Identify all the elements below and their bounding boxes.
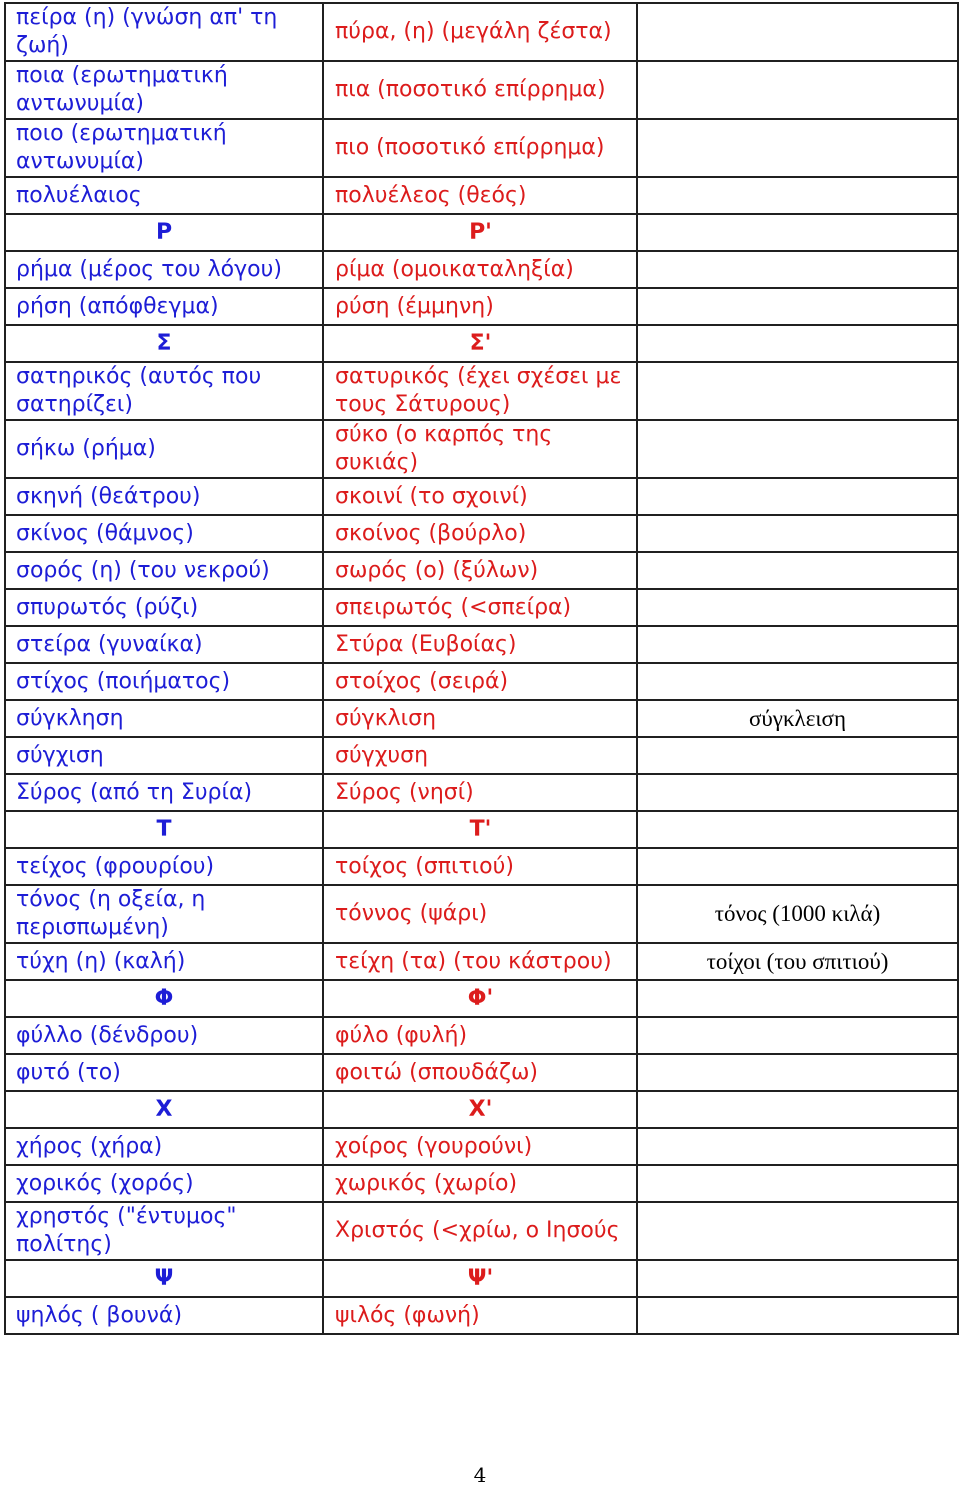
extra-homophone-cell [637, 214, 958, 251]
letter-heading-prime: Σ' [323, 325, 637, 362]
extra-homophone-cell [637, 1054, 958, 1091]
extra-homophone-cell [637, 811, 958, 848]
table-row [5, 3, 958, 61]
letter-row [5, 1091, 958, 1128]
word-cell: σύγχιση [5, 737, 323, 774]
homophone-cell: ψιλός (φωνή) [323, 1297, 637, 1334]
word-cell: Σύρος (από τη Συρία) [5, 774, 323, 811]
extra-homophone-cell [637, 774, 958, 811]
homophone-cell: σατυρικός (έχει σχέσει με τους Σάτυρους) [323, 362, 637, 420]
word-cell: χρηστός ("έντυμος" πολίτης) [5, 1202, 323, 1260]
extra-homophone-cell [637, 61, 958, 119]
table-row [5, 288, 958, 325]
letter-heading: Χ [5, 1091, 323, 1128]
extra-homophone-cell [637, 515, 958, 552]
word-cell: σκίνος (θάμνος) [5, 515, 323, 552]
extra-homophone-cell [637, 589, 958, 626]
word-cell: σκηνή (θεάτρου) [5, 478, 323, 515]
homophone-cell: Χριστός (<χρίω, ο Ιησούς [323, 1202, 637, 1260]
word-cell: σήκω (ρήμα) [5, 420, 323, 478]
table-row [5, 362, 958, 420]
homophone-cell: χοίρος (γουρούνι) [323, 1128, 637, 1165]
word-cell: φυτό (το) [5, 1054, 323, 1091]
table-row [5, 119, 958, 177]
word-cell: πείρα (η) (γνώση απ' τη ζωή) [5, 3, 323, 61]
word-cell: σατηρικός (αυτός που σατηρίζει) [5, 362, 323, 420]
word-cell: ρήση (απόφθεγμα) [5, 288, 323, 325]
homophone-cell: σκοίνος (βούρλο) [323, 515, 637, 552]
table-row [5, 1128, 958, 1165]
extra-homophone-cell [637, 251, 958, 288]
table-row [5, 1202, 958, 1260]
homophone-cell: πιο (ποσοτικό επίρρημα) [323, 119, 637, 177]
letter-heading: Σ [5, 325, 323, 362]
homophone-cell: ρίμα (ομοικαταληξία) [323, 251, 637, 288]
homophone-cell: Στύρα (Ευβοίας) [323, 626, 637, 663]
letter-heading-prime: Φ' [323, 980, 637, 1017]
extra-homophone-cell [637, 362, 958, 420]
homophones-table [4, 2, 959, 1335]
word-cell: σπυρωτός (ρύζι) [5, 589, 323, 626]
word-cell: φύλλο (δένδρου) [5, 1017, 323, 1054]
word-cell: σορός (η) (του νεκρού) [5, 552, 323, 589]
word-cell: τείχος (φρουρίου) [5, 848, 323, 885]
word-cell: στίχος (ποιήματος) [5, 663, 323, 700]
homophone-cell: τείχη (τα) (του κάστρου) [323, 943, 637, 980]
homophone-cell: φοιτώ (σπουδάζω) [323, 1054, 637, 1091]
table-row [5, 177, 958, 214]
letter-row [5, 325, 958, 362]
letter-row [5, 214, 958, 251]
homophone-cell: σύγκλιση [323, 700, 637, 737]
table-row [5, 848, 958, 885]
homophone-cell: Σύρος (νησί) [323, 774, 637, 811]
letter-heading-prime: Ρ' [323, 214, 637, 251]
word-cell: τύχη (η) (καλή) [5, 943, 323, 980]
homophone-cell: σωρός (ο) (ξύλων) [323, 552, 637, 589]
homophone-cell: πολυέλεος (θεός) [323, 177, 637, 214]
homophone-cell: σύγχυση [323, 737, 637, 774]
letter-heading: Ρ [5, 214, 323, 251]
table-row [5, 1054, 958, 1091]
homophone-cell: χωρικός (χωρίο) [323, 1165, 637, 1202]
letter-row [5, 980, 958, 1017]
word-cell: ψηλός ( βουνά) [5, 1297, 323, 1334]
extra-homophone-cell [637, 1165, 958, 1202]
word-cell: σύγκληση [5, 700, 323, 737]
extra-homophone-cell: σύγκλειση [637, 700, 958, 737]
extra-homophone-cell [637, 288, 958, 325]
table-row [5, 589, 958, 626]
extra-homophone-cell [637, 737, 958, 774]
table-row [5, 552, 958, 589]
homophone-cell: τόννος (ψάρι) [323, 885, 637, 943]
extra-homophone-cell [637, 552, 958, 589]
letter-heading: Φ [5, 980, 323, 1017]
table-row [5, 700, 958, 737]
table-row [5, 943, 958, 980]
letter-heading: Ψ [5, 1260, 323, 1297]
homophone-cell: στοίχος (σειρά) [323, 663, 637, 700]
extra-homophone-cell [637, 848, 958, 885]
extra-homophone-cell [637, 1260, 958, 1297]
letter-row [5, 1260, 958, 1297]
word-cell: χήρος (χήρα) [5, 1128, 323, 1165]
letter-heading-prime: Ψ' [323, 1260, 637, 1297]
table-row [5, 251, 958, 288]
table-row [5, 1017, 958, 1054]
homophone-cell: τοίχος (σπιτιού) [323, 848, 637, 885]
page-number: 4 [473, 1463, 487, 1487]
letter-heading: Τ [5, 811, 323, 848]
table-row [5, 515, 958, 552]
homophone-cell: σκοινί (το σχοινί) [323, 478, 637, 515]
extra-homophone-cell [637, 325, 958, 362]
word-cell: ποια (ερωτηματική αντωνυμία) [5, 61, 323, 119]
extra-homophone-cell [637, 1202, 958, 1260]
extra-homophone-cell: τοίχοι (του σπιτιού) [637, 943, 958, 980]
word-cell: ρήμα (μέρος του λόγου) [5, 251, 323, 288]
word-cell: χορικός (χορός) [5, 1165, 323, 1202]
extra-homophone-cell [637, 1091, 958, 1128]
extra-homophone-cell [637, 1128, 958, 1165]
table-row [5, 1165, 958, 1202]
extra-homophone-cell: τόνος (1000 κιλά) [637, 885, 958, 943]
extra-homophone-cell [637, 626, 958, 663]
word-cell: στείρα (γυναίκα) [5, 626, 323, 663]
table-row [5, 774, 958, 811]
extra-homophone-cell [637, 1297, 958, 1334]
homophone-cell: ρύση (έμμηνη) [323, 288, 637, 325]
extra-homophone-cell [637, 478, 958, 515]
extra-homophone-cell [637, 177, 958, 214]
extra-homophone-cell [637, 119, 958, 177]
homophone-cell: πύρα, (η) (μεγάλη ζέστα) [323, 3, 637, 61]
letter-row [5, 811, 958, 848]
word-cell: ποιο (ερωτηματική αντωνυμία) [5, 119, 323, 177]
word-cell: πολυέλαιος [5, 177, 323, 214]
extra-homophone-cell [637, 420, 958, 478]
table-row [5, 626, 958, 663]
table-row [5, 420, 958, 478]
letter-heading-prime: Χ' [323, 1091, 637, 1128]
extra-homophone-cell [637, 1017, 958, 1054]
extra-homophone-cell [637, 663, 958, 700]
extra-homophone-cell [637, 980, 958, 1017]
homophone-cell: σπειρωτός (<σπείρα) [323, 589, 637, 626]
homophone-cell: πια (ποσοτικό επίρρημα) [323, 61, 637, 119]
table-row [5, 1297, 958, 1334]
table-row [5, 61, 958, 119]
extra-homophone-cell [637, 3, 958, 61]
table-row [5, 663, 958, 700]
table-row [5, 737, 958, 774]
table-row [5, 885, 958, 943]
letter-heading-prime: Τ' [323, 811, 637, 848]
table-row [5, 478, 958, 515]
word-cell: τόνος (η οξεία, η περισπωμένη) [5, 885, 323, 943]
homophone-cell: σύκο (ο καρπός της συκιάς) [323, 420, 637, 478]
homophone-cell: φύλο (φυλή) [323, 1017, 637, 1054]
